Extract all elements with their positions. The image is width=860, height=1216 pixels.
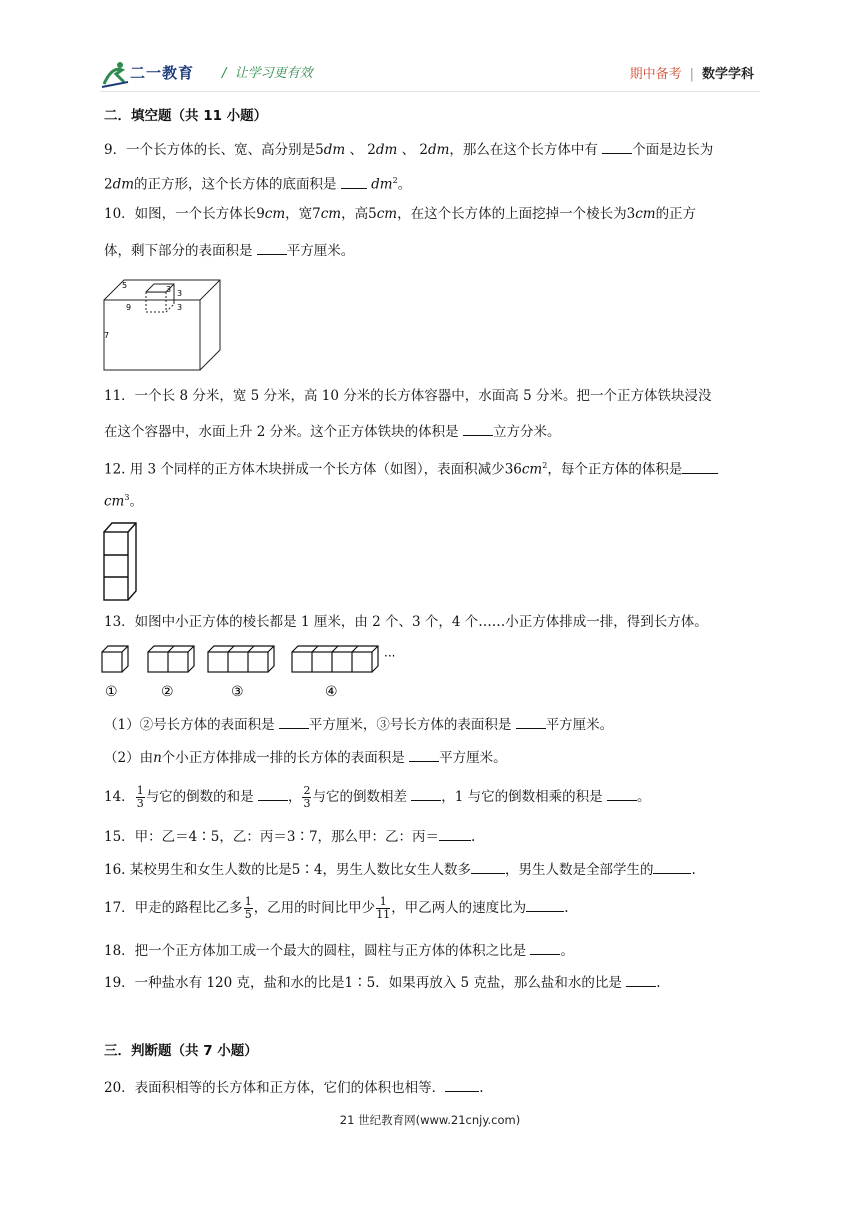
question-11-line-2: 在这个容器中，水面上升 2 分米。这个正方体铁块的体积是 立方分米。 (104, 421, 560, 442)
answer-blank[interactable] (607, 786, 637, 801)
question-19: 19．一种盐水有 120 克，盐和水的比是1∶5．如果再放入 5 克盐，那么盐和水的比是 . (104, 972, 660, 993)
cube-row-4 (292, 646, 378, 672)
question-15: 15．甲：乙＝4∶5，乙：丙＝3∶7，那么甲：乙：丙＝ . (104, 826, 475, 847)
fraction: $\frac{1}{5}$ (244, 895, 252, 921)
answer-blank[interactable] (439, 826, 471, 841)
cube-row-label-3: ③ (231, 684, 244, 700)
fig-label-cube-c: 3 (177, 303, 183, 312)
section-title-judgement: 三．判断题（共 7 小题） (104, 1043, 258, 1059)
fig-label-cube-b: 3 (177, 289, 183, 298)
answer-blank[interactable] (409, 747, 439, 762)
section-title-fill-in: 二．填空题（共 11 小题） (104, 108, 268, 124)
answer-blank[interactable] (341, 174, 367, 189)
question-20: 20．表面积相等的长方体和正方体，它们的体积也相等． . (104, 1077, 483, 1098)
exam-tag: 期中备考 (629, 67, 682, 82)
answer-blank[interactable] (411, 786, 441, 801)
subject-tag: 数学学科 (701, 67, 754, 82)
stacked-cubes-figure (102, 520, 138, 602)
question-14: 14． $\frac{1}{3}$ 与它的倒数的和是 ， $\frac{2}{3}$ 与它的倒数相差 ，1 与它的倒数相乘的积是 。 (104, 784, 651, 810)
answer-blank[interactable] (530, 940, 560, 955)
answer-blank[interactable] (626, 972, 656, 987)
question-12-line-1: 12. 用 3 个同样的正方体木块拼成一个长方体（如图），表面积减少$36cm^2$，每个正方体的体积是 (104, 456, 718, 480)
cube-row-label-4: ④ (325, 684, 338, 700)
fig-ellipsis: ··· (384, 649, 396, 663)
answer-blank[interactable] (471, 859, 505, 874)
slogan: / 让学习更有效 (222, 66, 313, 81)
logo-text: 二一教育 (130, 64, 195, 82)
cube-row-label-2: ② (161, 684, 174, 700)
answer-blank[interactable] (526, 897, 564, 912)
fraction: $\frac{2}{3}$ (303, 784, 311, 810)
page-header (100, 58, 760, 92)
answer-blank[interactable] (682, 459, 718, 474)
question-9-line-2: 2dm的正方形，这个长方体的底面积是 $dm^2$。 (104, 171, 411, 195)
question-10-line-2: 体，剩下部分的表面积是 平方厘米。 (104, 240, 354, 261)
question-18: 18．把一个正方体加工成一个最大的圆柱，圆柱与正方体的体积之比是 。 (104, 940, 574, 961)
answer-blank[interactable] (516, 714, 546, 729)
question-10-line-1: 10．如图，一个长方体长9cm，宽7cm，高5cm，在这个长方体的上面挖掉一个棱长为3cm的正方 (104, 206, 697, 222)
answer-blank[interactable] (653, 859, 691, 874)
fig-label-depth: 5 (122, 281, 128, 290)
cube-row-3 (208, 646, 274, 672)
header-tags: 期中备考 | 数学学科 (629, 67, 754, 82)
fig-label-cube-a: 3 (166, 285, 172, 294)
cuboid-with-cut-figure (100, 276, 225, 372)
answer-blank[interactable] (463, 421, 493, 436)
question-13-sub-1: （1）②号长方体的表面积是 平方厘米，③号长方体的表面积是 平方厘米。 (104, 714, 613, 735)
answer-blank[interactable] (279, 714, 309, 729)
answer-blank[interactable] (445, 1077, 479, 1092)
question-17: 17．甲走的路程比乙多 $\frac{1}{5}$ ，乙用的时间比甲少 $\frac{1}{11}$ ，甲乙两人的速度比为 . (104, 895, 569, 921)
question-9-line-1: 9．一个长方体的长、宽、高分别是5dm 、 2dm 、 2dm，那么在这个长方体中有 个面是边长为 (104, 139, 713, 160)
fig-label-height: 7 (104, 331, 110, 340)
cube-row-2 (148, 646, 194, 672)
fig-label-length: 9 (126, 303, 132, 312)
cube-rows-figure (100, 640, 400, 702)
fraction: $\frac{1}{3}$ (136, 784, 144, 810)
answer-blank[interactable] (257, 240, 287, 255)
question-12-line-2: $cm^3$。 (104, 493, 143, 510)
header-divider (100, 91, 760, 92)
question-13-line-1: 13．如图中小正方体的棱长都是 1 厘米，由 2 个、3 个，4 个……小正方体排成一排，得到长方体。 (104, 614, 708, 630)
answer-blank[interactable] (258, 786, 288, 801)
fraction: $\frac{1}{11}$ (376, 895, 391, 921)
question-11-line-1: 11．一个长 8 分米，宽 5 分米，高 10 分米的长方体容器中，水面高 5 分米。把一个正方体铁块浸没 (104, 388, 712, 404)
question-13-sub-2: （2）由n个小正方体排成一排的长方体的表面积是 平方厘米。 (104, 747, 507, 768)
question-16: 16. 某校男生和女生人数的比是5∶4，男生人数比女生人数多 ，男生人数是全部学生的 . (104, 859, 696, 880)
page-footer: 21 世纪教育网(www.21cnjy.com) (339, 1113, 521, 1127)
cube-row-1 (102, 646, 128, 672)
cube-row-label-1: ① (105, 684, 118, 700)
answer-blank[interactable] (602, 139, 632, 154)
